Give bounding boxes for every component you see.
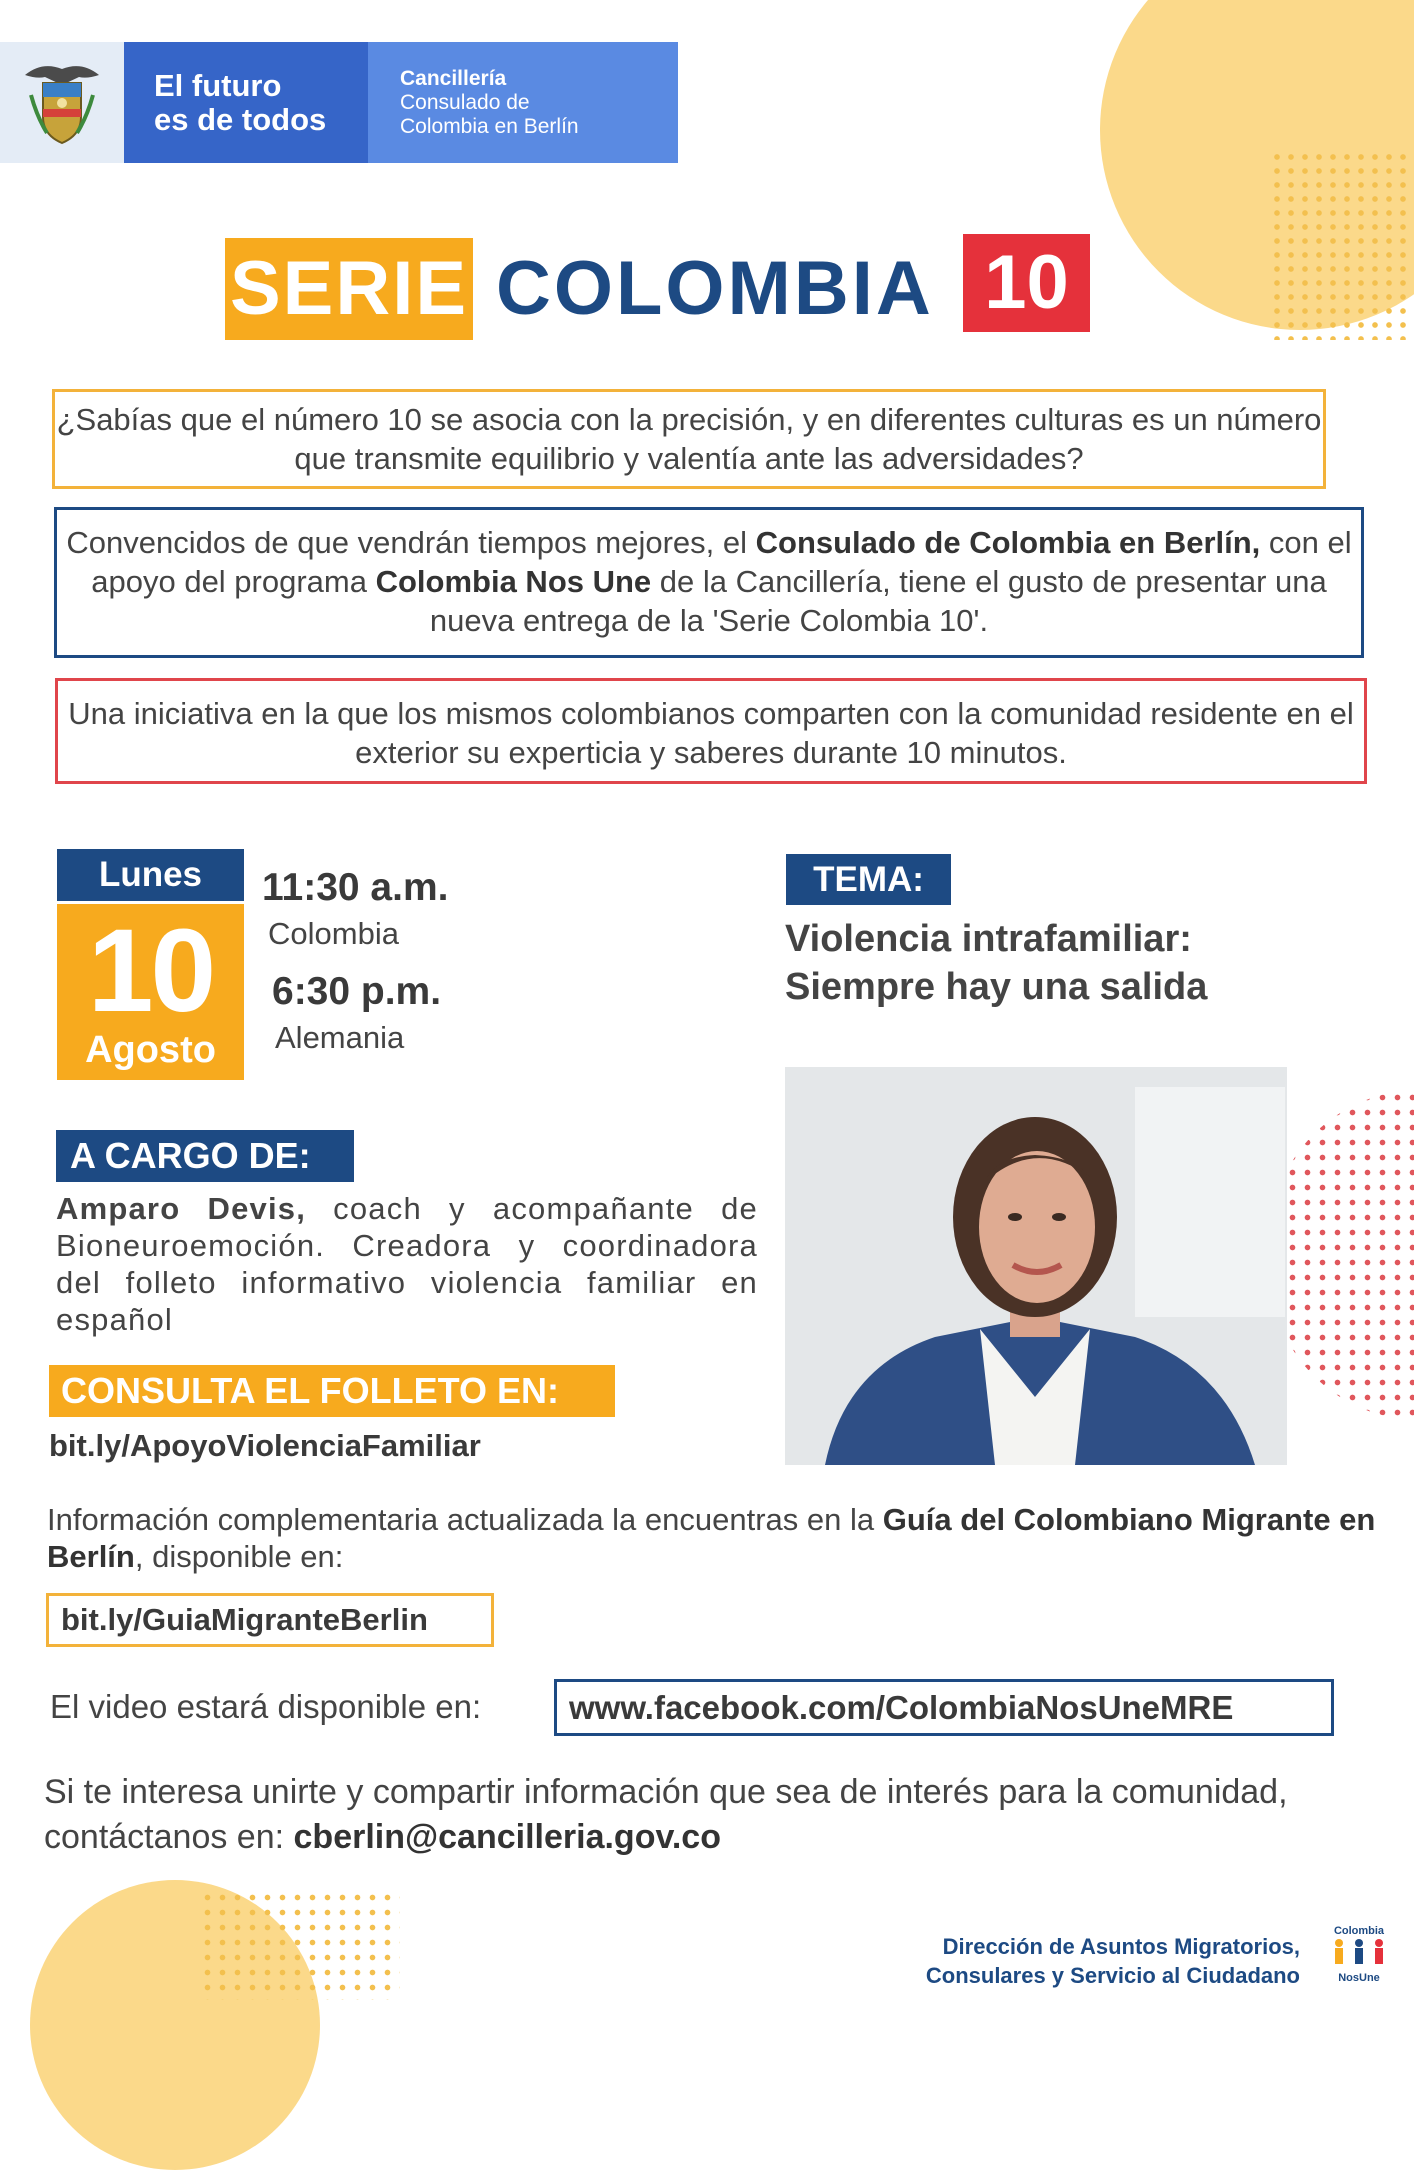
title-number: 10 <box>963 234 1090 332</box>
consulate-name: Consulado de Colombia en Berlín, <box>755 525 1261 560</box>
weekday-label: Lunes <box>57 849 244 901</box>
header-banner <box>0 42 678 163</box>
date-day: 10 <box>87 905 214 1037</box>
footer-line: Consulares y Servicio al Ciudadano <box>925 1963 1300 1988</box>
slogan-line: El futuro <box>154 67 282 103</box>
speaker-description <box>56 1190 758 1338</box>
title-serie: SERIE <box>225 238 473 340</box>
guide-info <box>47 1501 1377 1575</box>
slogan-block <box>124 42 368 163</box>
date-month: Agosto <box>85 1029 216 1071</box>
coat-of-arms-logo <box>0 42 124 163</box>
guide-text: Información complementaria actualizada la encuentras en la <box>47 1502 883 1537</box>
contact-email[interactable]: cberlin@cancilleria.gov.co <box>293 1818 721 1856</box>
decorative-dot-pattern <box>1270 150 1414 340</box>
topic-label: TEMA: <box>786 854 951 905</box>
date-badge <box>57 904 244 1080</box>
guide-link[interactable]: bit.ly/GuiaMigranteBerlin <box>46 1593 494 1647</box>
time-germany: 6:30 p.m. <box>272 970 442 1013</box>
question-box <box>52 389 1326 489</box>
decorative-dot-pattern <box>1270 1090 1414 1420</box>
entity-line: Consulado de <box>400 90 530 114</box>
entity-line: Colombia en Berlín <box>400 114 579 138</box>
entity-block <box>368 42 678 163</box>
decorative-dot-pattern <box>200 1890 400 2000</box>
guide-name: Guía del Colombiano Migrante en Berlín <box>47 1502 1376 1574</box>
footer-line: Dirección de Asuntos Migratorios, <box>942 1934 1300 1959</box>
question-text: ¿Sabías que el número 10 se asocia con la precisión, y en diferentes culturas es un número que transmite equilibrio y valentía ante las adversidades? <box>56 402 1322 476</box>
speaker-bio: coach y acompañante de Bioneuroemoción. Creadora y coordinadora del folleto informativo violencia familiar en español <box>56 1191 758 1337</box>
topic-line: Siempre hay una salida <box>785 966 1208 1008</box>
presentation-text: Convencidos de que vendrán tiempos mejores, el <box>66 525 756 560</box>
people-icon <box>1329 1937 1389 1967</box>
speaker-label: A CARGO DE: <box>56 1130 354 1182</box>
presentation-text: de la Cancillería, tiene el gusto de presentar una nueva entrega de la 'Serie Colombia 10'. <box>429 564 1327 638</box>
video-link[interactable]: www.facebook.com/ColombiaNosUneMRE <box>554 1679 1334 1736</box>
initiative-box <box>55 678 1367 784</box>
logo-top-text: Colombia <box>1333 1925 1385 1937</box>
guide-text: , disponible en: <box>134 1539 344 1574</box>
initiative-text: Una iniciativa en la que los mismos colombianos comparten con la comunidad residente en el exterior su experticia y saberes durante 10 minutos. <box>68 696 1354 770</box>
presentation-box <box>54 507 1364 658</box>
label-germany: Alemania <box>275 1020 405 1055</box>
speaker-photo <box>785 1067 1287 1465</box>
label-colombia: Colombia <box>268 916 399 951</box>
entity-line: Cancillería <box>400 66 507 90</box>
presentation-text: con el apoyo del programa <box>91 525 1352 599</box>
logo-bottom-text: NosUne <box>1338 1972 1380 1984</box>
brochure-label: CONSULTA EL FOLLETO EN: <box>49 1365 615 1417</box>
brochure-link[interactable]: bit.ly/ApoyoViolenciaFamiliar <box>49 1428 481 1463</box>
topic-title <box>785 915 1305 1011</box>
colombia-nos-une-logo <box>1318 1925 1400 1993</box>
time-colombia: 11:30 a.m. <box>262 866 449 909</box>
footer-department <box>860 1932 1300 1990</box>
video-text: El video estará disponible en: <box>50 1688 482 1725</box>
slogan-line: es de todos <box>154 101 327 137</box>
program-name: Colombia Nos Une <box>375 564 652 599</box>
speaker-name: Amparo Devis, <box>56 1191 307 1226</box>
title-colombia: COLOMBIA <box>496 246 934 331</box>
topic-line: Violencia intrafamiliar: <box>785 918 1192 960</box>
contact-text: Si te interesa unirte y compartir información que sea de interés para la comunidad, contáctanos en: <box>44 1773 1288 1856</box>
contact-info <box>44 1770 1404 1860</box>
